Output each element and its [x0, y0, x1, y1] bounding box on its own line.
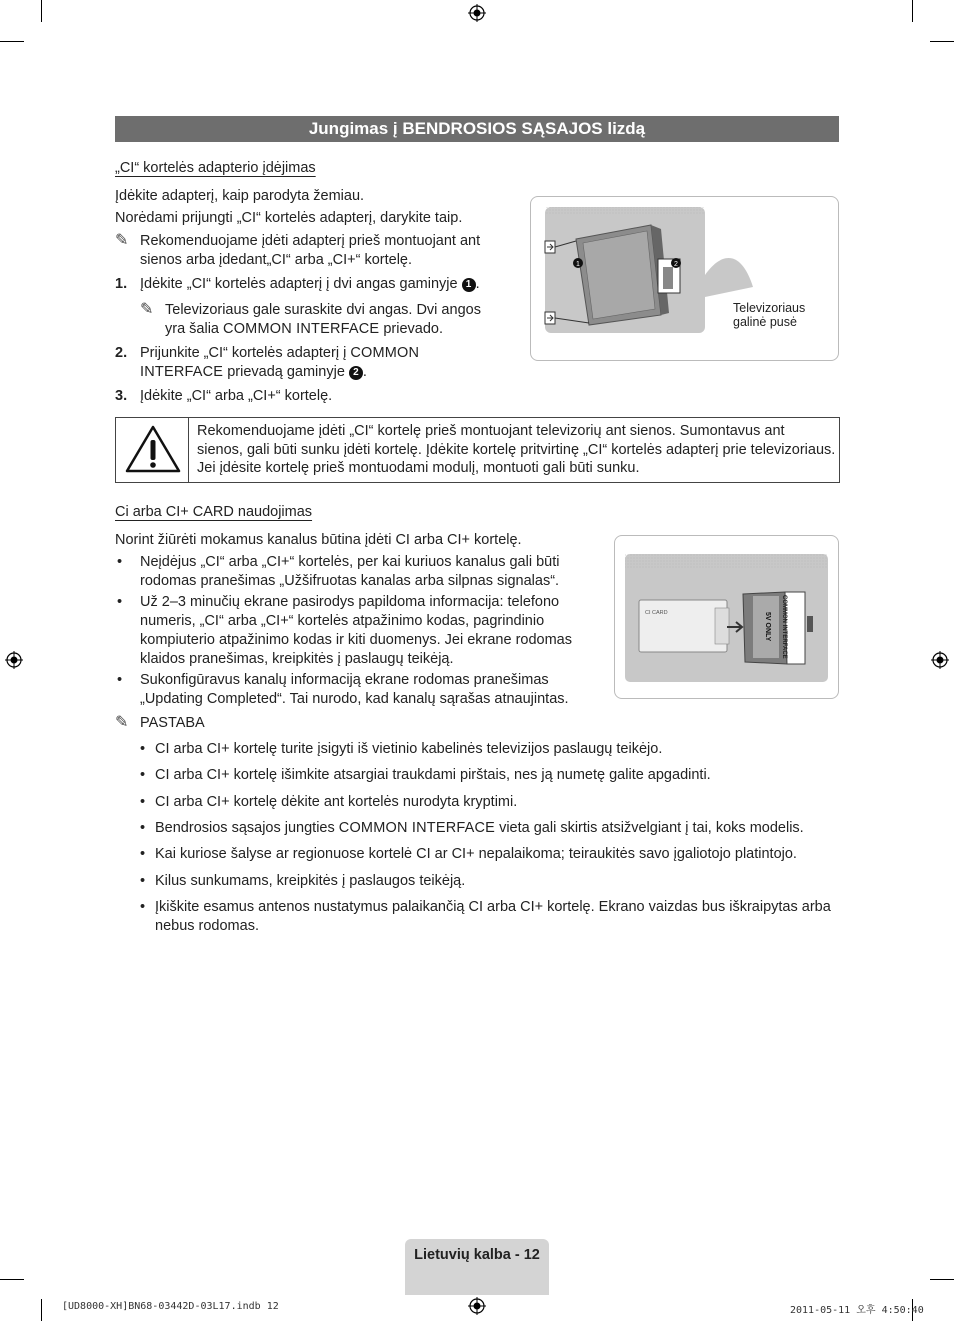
intro-text: Norint žiūrėti mokamus kanalus būtina įdėti CI arba CI+ kortelę. [115, 532, 522, 548]
print-info-left: [UD8000-XH]BN68-03442D-03L17.indb 12 [62, 1301, 279, 1312]
bullet-text: rodomas pranešimas „Užšifruotas kanalas arba silpnas signalas“. [140, 573, 560, 589]
figure-caption: Televizoriaus [733, 301, 806, 315]
crop-mark [930, 1279, 954, 1280]
note-item [155, 820, 804, 836]
note-item-part: Bendrosios sąsajos jungties [155, 820, 335, 836]
registration-mark-icon [5, 651, 23, 669]
note-item: nebus rodomas. [155, 918, 259, 934]
warning-icon-cell [116, 418, 189, 482]
crop-mark [930, 41, 954, 42]
bullet-text: Sukonfigūravus kanalų informaciją ekrane rodomas pranešimas [140, 672, 549, 688]
warning-triangle-icon [123, 423, 183, 475]
pencil-note-icon: ✎ [140, 301, 154, 318]
note-text [165, 321, 443, 337]
card-figure [614, 535, 839, 699]
figure-marker: 1 [576, 261, 580, 268]
step-marker-icon: 1 [462, 278, 476, 292]
note-item: CI arba CI+ kortelę dėkite ant kortelės nurodyta kryptimi. [155, 794, 518, 810]
bullet: • [117, 554, 123, 570]
step-marker-icon: 2 [349, 366, 363, 380]
page-number-tab: Lietuvių kalba - 12 [405, 1239, 549, 1295]
note-label: PASTABA [140, 715, 205, 731]
crop-mark [912, 0, 913, 22]
bullet: • [140, 767, 146, 783]
crop-mark [0, 1279, 24, 1280]
warning-text: Rekomenduojame įdėti „CI“ kortelę prieš montuojant televizorių ant sienos. Sumontavus ant [197, 423, 785, 439]
warning-text: sienos, gali būti sunku įdėti kortelę. Įdėkite kortelę pritvirtinę „CI“ kortelės adapterį prie televizoriaus. [197, 442, 836, 458]
note-text: Televizoriaus gale suraskite dvi angas. Dvi angos [165, 302, 481, 318]
registration-mark-icon [468, 4, 486, 22]
section-title: Jungimas į BENDROSIOS SĄSAJOS lizdą [115, 116, 839, 142]
common-interface-term: COMMON INTERFACE [223, 321, 380, 337]
bullet: • [140, 846, 146, 862]
bullet-text: klaidos pranešimas, kreipkitės į paslaugų teikėją. [140, 651, 454, 667]
common-interface-term: INTERFACE [140, 364, 224, 380]
figure-marker: 2 [674, 261, 678, 268]
note-item: CI arba CI+ kortelę išimkite atsargiai traukdami pirštais, nes ją numetę galite apgadinti. [155, 767, 711, 783]
step-number: 3. [115, 388, 128, 404]
bullet: • [140, 741, 146, 757]
bullet-text: Už 2–3 minučių ekrane pasirodys papildoma informacija: telefono [140, 594, 560, 610]
step-text-body: Įdėkite „CI“ kortelės adapterį į dvi angas gaminyje [140, 276, 458, 292]
intro-text: Norėdami prijungti „CI“ kortelės adapterį, darykite taip. [115, 210, 463, 226]
subsection-heading: Ci arba CI+ CARD naudojimas [115, 504, 313, 520]
bullet-text: Neįdėjus „CI“ arba „CI+“ kortelės, per kai kuriuos kanalus gali būti [140, 554, 560, 570]
pencil-note-icon: ✎ [115, 714, 129, 731]
step-number: 1. [115, 276, 128, 292]
print-info-right: 2011-05-11 오후 4:50:40 [790, 1305, 924, 1316]
registration-mark-icon [931, 651, 949, 669]
bullet: • [117, 672, 123, 688]
bullet-text: numeris, „CI“ arba „CI+“ kortelės atpažinimo kodas, pagrindinio [140, 613, 545, 629]
bullet: • [140, 899, 146, 915]
intro-text: Įdėkite adapterį, kaip parodyta žemiau. [115, 188, 365, 204]
step-text: Įdėkite „CI“ arba „CI+“ kortelę. [140, 388, 333, 404]
card-insert-illustration [615, 536, 838, 698]
bullet: • [140, 873, 146, 889]
subsection-heading: „CI“ kortelės adapterio įdėjimas [115, 160, 316, 176]
note-item: Kilus sunkumams, kreipkitės į paslaugos teikėją. [155, 873, 466, 889]
crop-mark [41, 1299, 42, 1321]
crop-mark [41, 0, 42, 22]
note-text-part: prievado. [383, 321, 443, 337]
note-text: Rekomenduojame įdėti adapterį prieš montuojant ant [140, 233, 481, 249]
tv-back-illustration [531, 197, 838, 360]
step-text [140, 345, 419, 361]
module-label: 5V ONLY [764, 612, 771, 642]
step-text: Įdėkite „CI“ kortelės adapterį į dvi angas gaminyje 1 . [140, 276, 480, 292]
bullet: • [117, 594, 123, 610]
step-text-part: Prijunkite „CI“ kortelės adapterį į [140, 345, 347, 361]
note-item: Įkiškite esamus antenos nustatymus palaikančią CI arba CI+ kortelę. Ekrano vaizdas bus iškraipytas arba [155, 899, 831, 915]
crop-mark [0, 41, 24, 42]
pencil-note-icon: ✎ [115, 232, 129, 249]
adapter-figure [530, 196, 839, 361]
note-text: sienos arba įdedant„CI“ arba „CI+“ kortelę. [140, 252, 413, 268]
step-text: INTERFACE prievadą gaminyje 2 . [140, 364, 367, 380]
note-item: Kai kuriose šalyse ar regionuose kortelė CI ar CI+ nepalaikoma; teiraukitės savo įgaliotojo platintojo. [155, 846, 797, 862]
bullet: • [140, 794, 146, 810]
registration-mark-icon [468, 1297, 486, 1315]
card-label: CI CARD [645, 610, 668, 616]
figure-caption: galinė pusė [733, 315, 797, 329]
common-interface-term: COMMON [350, 345, 420, 361]
note-item: CI arba CI+ kortelę turite įsigyti iš vietinio kabelinės televizijos paslaugų teikėjo. [155, 741, 663, 757]
bullet-text: kompiuterio atpažinimo kodas ir kiti duomenys. Jei ekrane rodomas [140, 632, 572, 648]
warning-text: Jei įdėsite kortelę prieš montuodami modulį, montuoti gali būti sunku. [197, 460, 640, 476]
step-text-part: prievadą gaminyje [227, 364, 345, 380]
warning-box [115, 417, 840, 483]
module-label: COMMON INTERFACE [781, 595, 787, 659]
step-number: 2. [115, 345, 128, 361]
note-item-part: vieta gali skirtis atsižvelgiant į tai, koks modelis. [499, 820, 804, 836]
note-text-part: yra šalia [165, 321, 219, 337]
bullet-text: „Updating Completed“. Tai nurodo, kad kanalų sąrašas atnaujintas. [140, 691, 569, 707]
bullet: • [140, 820, 146, 836]
common-interface-term: COMMON INTERFACE [338, 820, 496, 836]
